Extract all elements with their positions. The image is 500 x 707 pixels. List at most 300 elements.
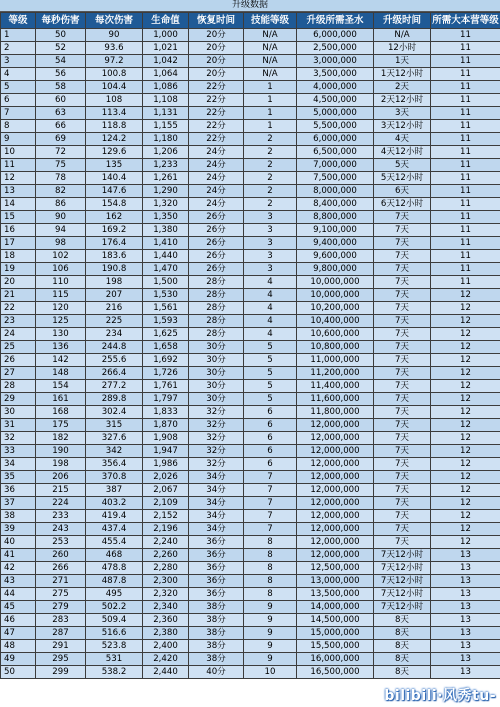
table-row: [1, 55, 500, 68]
table-cell: 106: [36, 263, 86, 276]
table-cell: 1,000: [143, 29, 189, 42]
table-cell: 12: [431, 302, 500, 315]
table-cell: 38分: [189, 614, 244, 627]
table-row: [1, 107, 500, 120]
table-cell: 253: [36, 536, 86, 549]
table-cell: 11: [431, 198, 500, 211]
table-cell: 25: [1, 341, 36, 354]
table-cell: 3: [244, 263, 297, 276]
table-cell: 168: [36, 406, 86, 419]
table-cell: 154: [36, 380, 86, 393]
table-cell: 12,000,000: [297, 549, 374, 562]
table-cell: 266: [36, 562, 86, 575]
table-cell: 136: [36, 341, 86, 354]
table-cell: 2,380: [143, 627, 189, 640]
table-cell: 224: [36, 497, 86, 510]
table-cell: 7天: [374, 328, 431, 341]
table-cell: 12: [1, 172, 36, 185]
table-cell: 28分: [189, 289, 244, 302]
table-cell: 3天: [374, 107, 431, 120]
table-cell: 2,400: [143, 640, 189, 653]
table-cell: 52: [36, 42, 86, 55]
table-row: [1, 172, 500, 185]
table-cell: 7天: [374, 302, 431, 315]
table-cell: 4,000,000: [297, 81, 374, 94]
table-cell: 8,400,000: [297, 198, 374, 211]
table-cell: 7天: [374, 354, 431, 367]
table-cell: 11: [431, 185, 500, 198]
table-cell: 34分: [189, 510, 244, 523]
table-cell: 44: [1, 588, 36, 601]
table-cell: 26分: [189, 263, 244, 276]
table-cell: 135: [86, 159, 143, 172]
table-cell: 11: [431, 55, 500, 68]
table-row: [1, 380, 500, 393]
table-cell: 24分: [189, 185, 244, 198]
table-cell: 4: [244, 328, 297, 341]
table-cell: 10,600,000: [297, 328, 374, 341]
table-cell: 2: [244, 198, 297, 211]
table-cell: 11: [431, 211, 500, 224]
table-cell: 169.2: [86, 224, 143, 237]
table-cell: 4: [244, 289, 297, 302]
table-cell: 13: [431, 627, 500, 640]
table-cell: 7,500,000: [297, 172, 374, 185]
table-cell: 5,000,000: [297, 107, 374, 120]
table-cell: 2,440: [143, 666, 189, 679]
table-cell: 20分: [189, 55, 244, 68]
table-cell: 2,026: [143, 471, 189, 484]
table-cell: 12: [431, 328, 500, 341]
table-cell: 4: [1, 68, 36, 81]
table-cell: 12: [431, 406, 500, 419]
table-cell: 12,000,000: [297, 419, 374, 432]
table-cell: 22分: [189, 94, 244, 107]
table-cell: 6: [1, 94, 36, 107]
table-cell: 20分: [189, 29, 244, 42]
table-cell: 7天: [374, 341, 431, 354]
table-cell: 5: [244, 367, 297, 380]
table-cell: 3天12小时: [374, 120, 431, 133]
table-cell: 7天: [374, 458, 431, 471]
table-row: [1, 575, 500, 588]
table-cell: 190: [36, 445, 86, 458]
table-cell: 28: [1, 380, 36, 393]
table-cell: 1,410: [143, 237, 189, 250]
table-cell: 299: [36, 666, 86, 679]
table-cell: 1,440: [143, 250, 189, 263]
table-cell: 90: [86, 29, 143, 42]
table-cell: 1,797: [143, 393, 189, 406]
table-cell: 34分: [189, 471, 244, 484]
header-cell: 升级所需圣水: [297, 13, 374, 29]
table-cell: 9,400,000: [297, 237, 374, 250]
table-cell: 1,625: [143, 328, 189, 341]
table-cell: 36分: [189, 549, 244, 562]
table-cell: 302.4: [86, 406, 143, 419]
table-cell: 13: [431, 640, 500, 653]
table-cell: 7天: [374, 276, 431, 289]
table-cell: 9: [1, 133, 36, 146]
table-cell: 7天: [374, 224, 431, 237]
table-cell: 12: [431, 523, 500, 536]
table-cell: 56: [36, 68, 86, 81]
table-cell: 9: [244, 653, 297, 666]
table-cell: 7: [244, 523, 297, 536]
table-cell: 8: [244, 549, 297, 562]
table-cell: 12,000,000: [297, 432, 374, 445]
table-cell: 97.2: [86, 55, 143, 68]
table-cell: 7: [244, 510, 297, 523]
table-cell: 403.2: [86, 497, 143, 510]
table-cell: 1: [244, 120, 297, 133]
table-cell: 39: [1, 523, 36, 536]
table-cell: 11,200,000: [297, 367, 374, 380]
table-cell: 11: [431, 42, 500, 55]
table-cell: 8,000,000: [297, 185, 374, 198]
table-cell: N/A: [374, 29, 431, 42]
table-cell: 16: [1, 224, 36, 237]
table-cell: 6: [244, 419, 297, 432]
table-cell: 1,108: [143, 94, 189, 107]
table-cell: 11: [431, 237, 500, 250]
table-row: [1, 354, 500, 367]
table-cell: 183.6: [86, 250, 143, 263]
table-cell: 2,360: [143, 614, 189, 627]
table-cell: 104.4: [86, 81, 143, 94]
table-cell: 24分: [189, 172, 244, 185]
table-row: [1, 432, 500, 445]
table-body: [1, 29, 500, 679]
table-cell: 277.2: [86, 380, 143, 393]
table-cell: 2,260: [143, 549, 189, 562]
table-cell: 38: [1, 510, 36, 523]
table-cell: N/A: [244, 68, 297, 81]
table-cell: 2,500,000: [297, 42, 374, 55]
table-cell: 7天: [374, 406, 431, 419]
table-cell: 3: [244, 224, 297, 237]
table-cell: 1,593: [143, 315, 189, 328]
table-cell: 6,000,000: [297, 133, 374, 146]
table-cell: 4: [244, 276, 297, 289]
table-cell: 11: [431, 146, 500, 159]
table-cell: 468: [86, 549, 143, 562]
table-cell: 115: [36, 289, 86, 302]
table-cell: 32分: [189, 419, 244, 432]
table-cell: 161: [36, 393, 86, 406]
table-cell: 531: [86, 653, 143, 666]
table-cell: 5: [244, 393, 297, 406]
table-cell: 38分: [189, 653, 244, 666]
table-cell: 287: [36, 627, 86, 640]
table-cell: 36分: [189, 562, 244, 575]
table-cell: 1,692: [143, 354, 189, 367]
table-cell: 40: [1, 536, 36, 549]
table-cell: 279: [36, 601, 86, 614]
table-cell: 2,320: [143, 588, 189, 601]
table-cell: 38分: [189, 627, 244, 640]
table-row: [1, 68, 500, 81]
table-cell: 2天: [374, 81, 431, 94]
table-cell: 7天: [374, 237, 431, 250]
table-cell: 7天12小时: [374, 588, 431, 601]
table-cell: 36分: [189, 536, 244, 549]
table-cell: 8天: [374, 640, 431, 653]
table-cell: 10,000,000: [297, 289, 374, 302]
table-cell: 1,233: [143, 159, 189, 172]
table-cell: 7天: [374, 380, 431, 393]
table-cell: 27: [1, 367, 36, 380]
table-cell: 10: [244, 666, 297, 679]
table-cell: 22分: [189, 107, 244, 120]
table-row: [1, 315, 500, 328]
table-row: [1, 133, 500, 146]
table-cell: 12,000,000: [297, 510, 374, 523]
table-cell: 29: [1, 393, 36, 406]
table-cell: 36分: [189, 588, 244, 601]
table-cell: 7天: [374, 393, 431, 406]
table-cell: 5: [244, 380, 297, 393]
table-row: [1, 250, 500, 263]
table-cell: 6天: [374, 185, 431, 198]
table-cell: 11: [1, 159, 36, 172]
table-row: [1, 640, 500, 653]
table-cell: 30分: [189, 380, 244, 393]
table-cell: 32分: [189, 432, 244, 445]
table-cell: 2,300: [143, 575, 189, 588]
table-cell: 12,000,000: [297, 445, 374, 458]
table-cell: 315: [86, 419, 143, 432]
table-row: [1, 367, 500, 380]
table-cell: 12: [431, 510, 500, 523]
table-cell: 69: [36, 133, 86, 146]
table-cell: 12: [431, 471, 500, 484]
table-cell: 13: [1, 185, 36, 198]
table-row: [1, 445, 500, 458]
table-cell: 4天: [374, 133, 431, 146]
table-cell: 7: [244, 497, 297, 510]
table-cell: 1,261: [143, 172, 189, 185]
table-cell: 1,021: [143, 42, 189, 55]
table-cell: 11: [431, 224, 500, 237]
table-cell: 1,042: [143, 55, 189, 68]
table-cell: 9,800,000: [297, 263, 374, 276]
table-cell: 22: [1, 302, 36, 315]
table-cell: 2天12小时: [374, 94, 431, 107]
table-cell: 7天: [374, 445, 431, 458]
table-cell: 1,870: [143, 419, 189, 432]
table-cell: 86: [36, 198, 86, 211]
table-cell: 9: [244, 627, 297, 640]
table-row: [1, 562, 500, 575]
table-cell: 2,109: [143, 497, 189, 510]
table-cell: 60: [36, 94, 86, 107]
table-cell: 7天12小时: [374, 575, 431, 588]
table-cell: 12: [431, 458, 500, 471]
table-cell: 2,340: [143, 601, 189, 614]
table-cell: 12: [431, 354, 500, 367]
table-cell: 24分: [189, 159, 244, 172]
table-cell: 7天12小时: [374, 601, 431, 614]
table-cell: 1,947: [143, 445, 189, 458]
table-cell: 11: [431, 81, 500, 94]
table-cell: 30分: [189, 341, 244, 354]
table-cell: 1,180: [143, 133, 189, 146]
table-cell: 129.6: [86, 146, 143, 159]
table-cell: 3: [244, 237, 297, 250]
table-cell: 216: [86, 302, 143, 315]
table-cell: 32分: [189, 445, 244, 458]
table-cell: 198: [36, 458, 86, 471]
table-cell: 10,000,000: [297, 276, 374, 289]
table-cell: 36: [1, 484, 36, 497]
table-cell: 502.2: [86, 601, 143, 614]
table-row: [1, 549, 500, 562]
table-cell: 1: [1, 29, 36, 42]
header-cell: 所需大本营等级: [431, 13, 500, 29]
table-row: [1, 289, 500, 302]
table-row: [1, 42, 500, 55]
table-cell: 12: [431, 393, 500, 406]
table-cell: 12,000,000: [297, 536, 374, 549]
table-cell: 12: [431, 536, 500, 549]
table-cell: 6天12小时: [374, 198, 431, 211]
table-cell: 5,500,000: [297, 120, 374, 133]
table-cell: 28分: [189, 315, 244, 328]
table-cell: 3,000,000: [297, 55, 374, 68]
table-cell: 1: [244, 81, 297, 94]
table-cell: 46: [1, 614, 36, 627]
table-cell: 34分: [189, 484, 244, 497]
table-cell: 30分: [189, 393, 244, 406]
table-cell: 124.2: [86, 133, 143, 146]
table-cell: 11: [431, 29, 500, 42]
table-cell: 1,500: [143, 276, 189, 289]
table-cell: 108: [86, 94, 143, 107]
table-cell: 11: [431, 250, 500, 263]
table-cell: 32分: [189, 406, 244, 419]
table-cell: 206: [36, 471, 86, 484]
table-cell: 24分: [189, 198, 244, 211]
table-cell: 5: [1, 81, 36, 94]
table-cell: 17: [1, 237, 36, 250]
table-cell: 82: [36, 185, 86, 198]
watermark-logo: bilibili·风秀tu-: [384, 688, 496, 704]
table-cell: 10,200,000: [297, 302, 374, 315]
table-cell: 8: [1, 120, 36, 133]
table-row: [1, 666, 500, 679]
table-cell: 38分: [189, 640, 244, 653]
table-cell: 19: [1, 263, 36, 276]
table-cell: 1,470: [143, 263, 189, 276]
table-cell: 207: [86, 289, 143, 302]
table-cell: 11,000,000: [297, 354, 374, 367]
table-cell: 12: [431, 289, 500, 302]
table-cell: 28分: [189, 328, 244, 341]
table-cell: 4,500,000: [297, 94, 374, 107]
table-cell: 7天: [374, 497, 431, 510]
table-cell: 176.4: [86, 237, 143, 250]
table-cell: 113.4: [86, 107, 143, 120]
table-cell: 1,658: [143, 341, 189, 354]
table-cell: 90: [36, 211, 86, 224]
table-cell: 15,000,000: [297, 627, 374, 640]
table-cell: 12: [431, 497, 500, 510]
table-cell: 291: [36, 640, 86, 653]
table-cell: 26分: [189, 224, 244, 237]
header-cell: 升级时间: [374, 13, 431, 29]
table-cell: 6: [244, 445, 297, 458]
table-row: [1, 159, 500, 172]
table-cell: 7: [1, 107, 36, 120]
table-title: 升级数据: [0, 0, 500, 12]
table-row: [1, 237, 500, 250]
table-cell: 13,500,000: [297, 588, 374, 601]
table-cell: 3,500,000: [297, 68, 374, 81]
table-cell: 13: [431, 666, 500, 679]
table-cell: 1,155: [143, 120, 189, 133]
table-cell: 30分: [189, 354, 244, 367]
table-cell: 11: [431, 263, 500, 276]
table-cell: 243: [36, 523, 86, 536]
table-cell: 2,152: [143, 510, 189, 523]
table-cell: 41: [1, 549, 36, 562]
table-cell: 35: [1, 471, 36, 484]
table-cell: 21: [1, 289, 36, 302]
table-cell: 12: [431, 341, 500, 354]
table-cell: 7天: [374, 510, 431, 523]
table-cell: 8: [244, 575, 297, 588]
table-cell: 8: [244, 536, 297, 549]
table-cell: 75: [36, 159, 86, 172]
header-cell: 等级: [1, 13, 36, 29]
table-cell: 13: [431, 588, 500, 601]
table-cell: 162: [86, 211, 143, 224]
table-cell: 2,196: [143, 523, 189, 536]
table-cell: 6: [244, 458, 297, 471]
table-cell: 33: [1, 445, 36, 458]
table-cell: 175: [36, 419, 86, 432]
table-cell: 26分: [189, 237, 244, 250]
table-cell: 1,726: [143, 367, 189, 380]
table-cell: N/A: [244, 55, 297, 68]
table-cell: 63: [36, 107, 86, 120]
table-cell: 342: [86, 445, 143, 458]
table-cell: 523.8: [86, 640, 143, 653]
table-row: [1, 120, 500, 133]
table-cell: 38分: [189, 601, 244, 614]
table-cell: 15,500,000: [297, 640, 374, 653]
table-cell: 78: [36, 172, 86, 185]
table-cell: N/A: [244, 42, 297, 55]
table-cell: 7天: [374, 419, 431, 432]
table-cell: 283: [36, 614, 86, 627]
table-row: [1, 406, 500, 419]
table-cell: 13: [431, 575, 500, 588]
table-cell: 12: [431, 419, 500, 432]
table-cell: 10,800,000: [297, 341, 374, 354]
table-row: [1, 523, 500, 536]
table-row: [1, 614, 500, 627]
table-cell: 4天12小时: [374, 146, 431, 159]
table-cell: 16,000,000: [297, 653, 374, 666]
table-cell: 34分: [189, 497, 244, 510]
table-cell: 12,000,000: [297, 458, 374, 471]
table-cell: 182: [36, 432, 86, 445]
table-cell: 14,500,000: [297, 614, 374, 627]
table-cell: 7天: [374, 536, 431, 549]
table-row: [1, 601, 500, 614]
